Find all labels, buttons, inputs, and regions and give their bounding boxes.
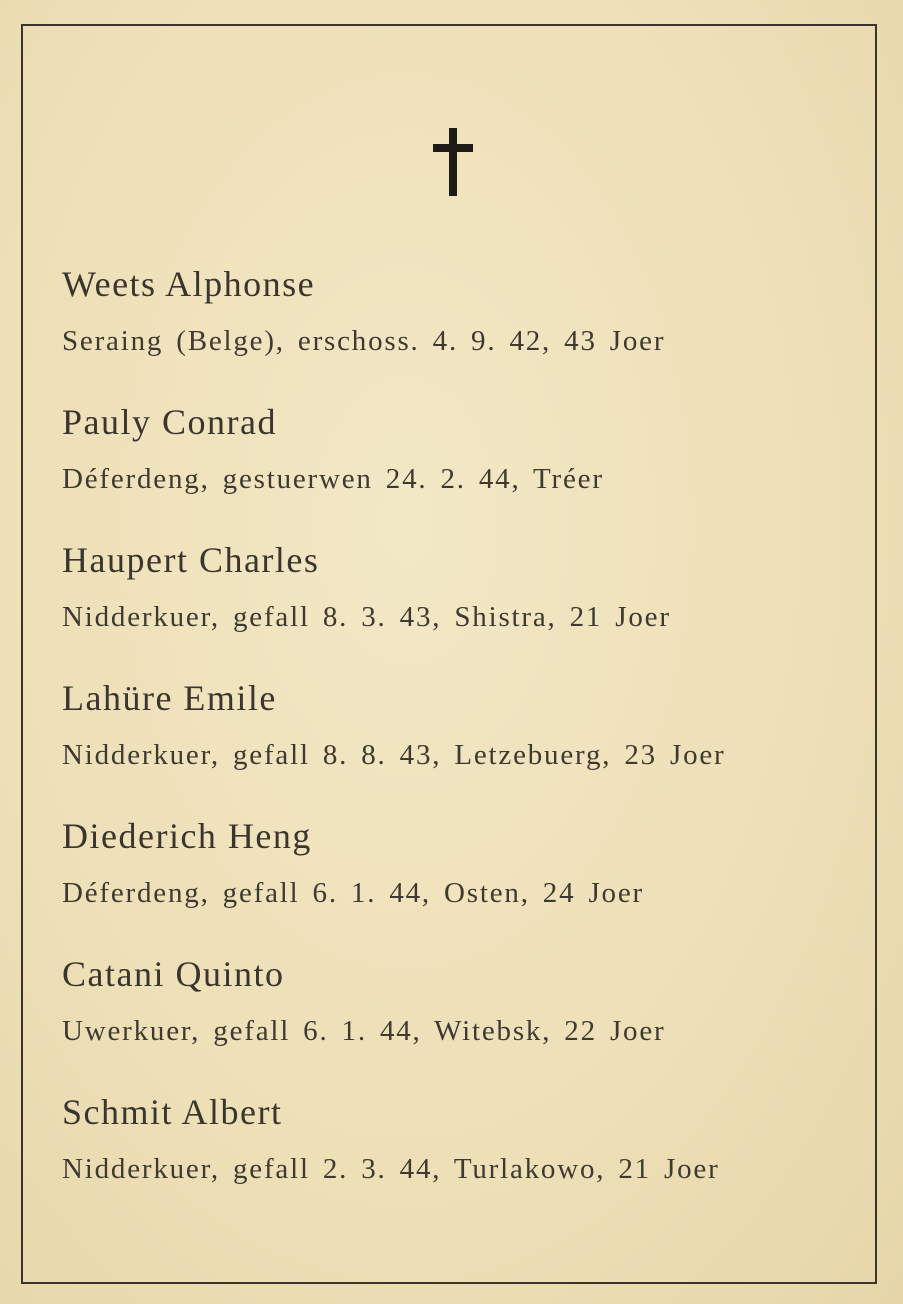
- person-name: Schmit Albert: [62, 1092, 283, 1132]
- memorial-entry: [62, 396, 862, 534]
- person-name: Weets Alphonse: [62, 264, 316, 304]
- cross-icon: [433, 128, 473, 196]
- person-detail: Nidderkuer, gefall 8. 8. 43, Letzebuerg, 23 Joer: [62, 739, 726, 771]
- memorial-entry: [62, 534, 862, 672]
- person-detail: Nidderkuer, gefall 8. 3. 43, Shistra, 21 Joer: [62, 601, 671, 633]
- person-detail: Nidderkuer, gefall 2. 3. 44, Turlakowo, 21 Joer: [62, 1153, 720, 1185]
- person-detail: Seraing (Belge), erschoss. 4. 9. 42, 43 Joer: [62, 325, 666, 357]
- memorial-entry: [62, 810, 862, 948]
- cross-icon-horizontal: [433, 144, 473, 152]
- person-detail: Uwerkuer, gefall 6. 1. 44, Witebsk, 22 Joer: [62, 1015, 666, 1047]
- person-detail: Déferdeng, gestuerwen 24. 2. 44, Tréer: [62, 463, 604, 495]
- person-name: Diederich Heng: [62, 816, 312, 856]
- person-name: Pauly Conrad: [62, 402, 277, 442]
- person-detail: Déferdeng, gefall 6. 1. 44, Osten, 24 Joer: [62, 877, 644, 909]
- memorial-entry: [62, 1086, 862, 1224]
- person-name: Haupert Charles: [62, 540, 320, 580]
- person-name: Lahüre Emile: [62, 678, 277, 718]
- memorial-entry: [62, 258, 862, 396]
- memorial-entry: [62, 672, 862, 810]
- cross-icon-vertical: [449, 128, 457, 196]
- memorial-list: [62, 258, 862, 1224]
- person-name: Catani Quinto: [62, 954, 285, 994]
- memorial-entry: [62, 948, 862, 1086]
